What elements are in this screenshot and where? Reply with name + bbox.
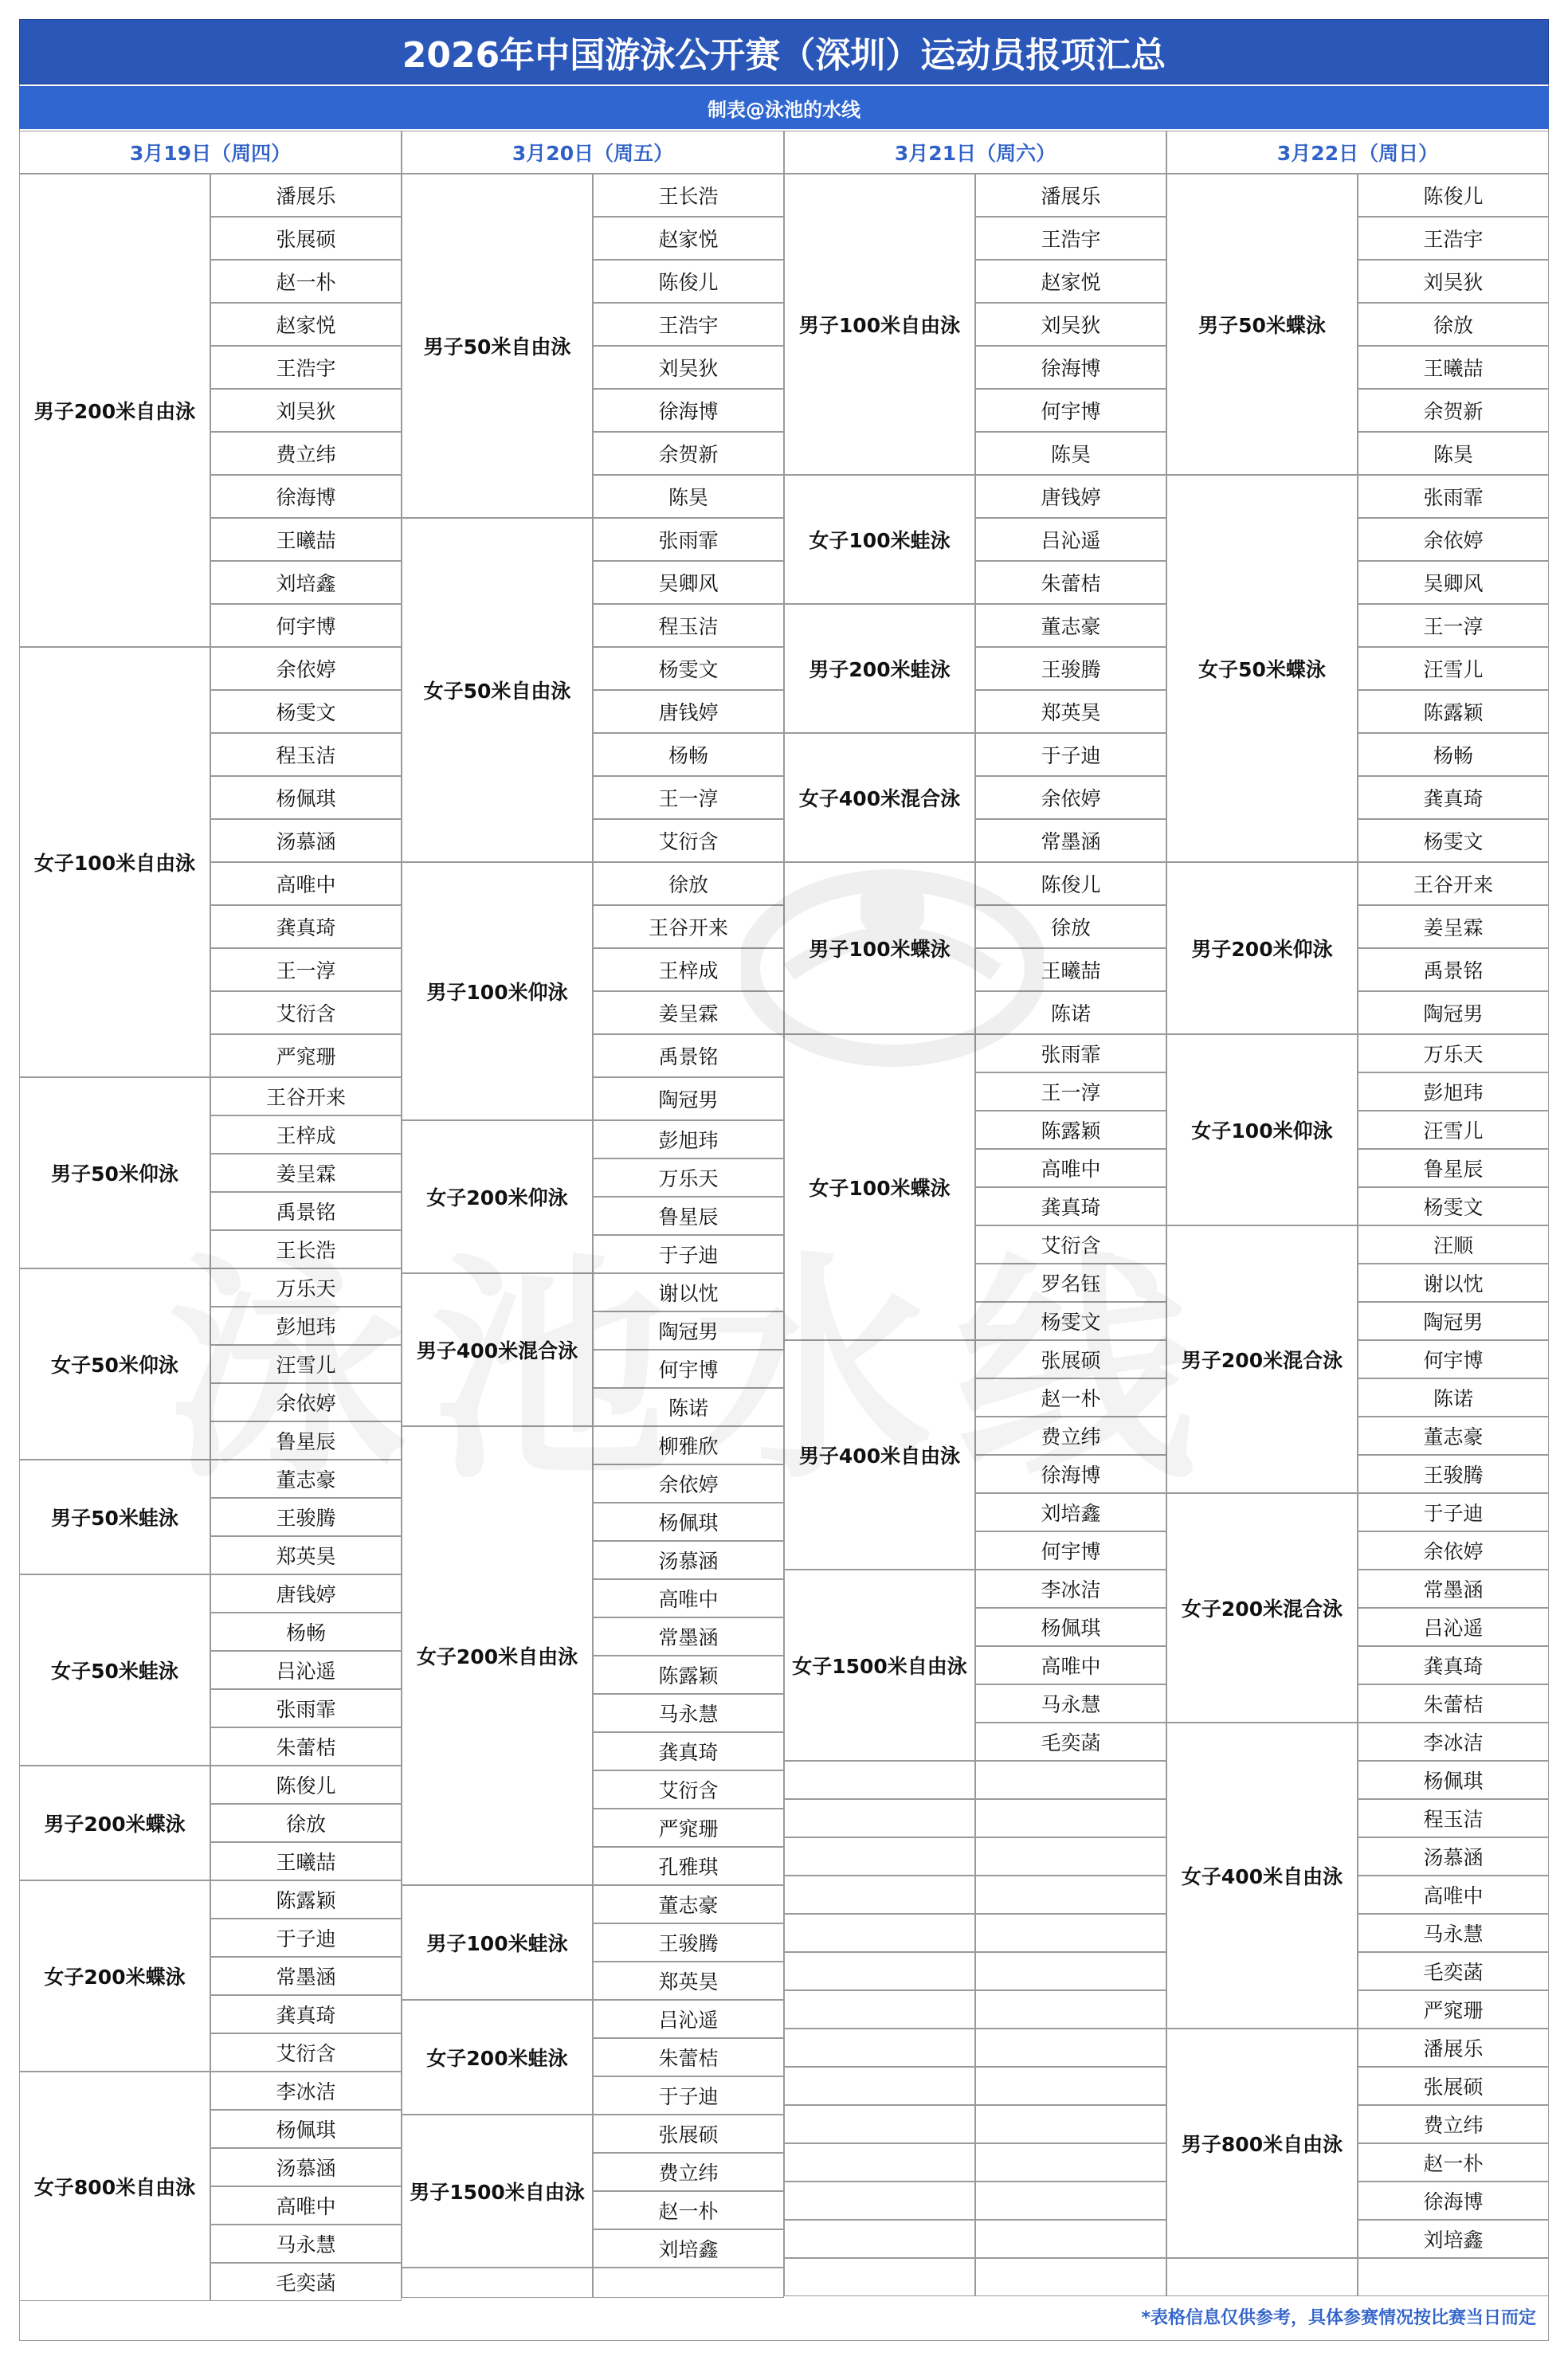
athlete-cell: 潘展乐 [1358,2029,1549,2067]
event-cell: 女子100米仰泳 [1166,1034,1358,1225]
athlete-cell: 王曦喆 [210,1842,402,1880]
athlete-cell: 董志豪 [1358,1417,1549,1455]
athlete-cell: 潘展乐 [210,174,402,217]
athlete-cell: 陶冠男 [593,1077,784,1120]
athlete-cell: 陈诺 [975,991,1166,1034]
athlete-cell: 于子迪 [593,2076,784,2115]
athlete-cell: 艾衍含 [210,2033,402,2072]
event-cell: 男子400米混合泳 [402,1273,593,1426]
athlete-cell: 常墨涵 [1358,1570,1549,1608]
athlete-cell: 张雨霏 [593,518,784,561]
athlete-cell: 董志豪 [975,604,1166,647]
footer-note: *表格信息仅供参考，具体参赛情况按比赛当日而定 [1141,2308,1536,2328]
event-cell: 男子100米蝶泳 [784,862,975,1034]
athlete-cell: 王一淳 [593,776,784,819]
athlete-cell: 王浩宇 [1358,217,1549,260]
athlete-cell: 龚真琦 [210,905,402,948]
athlete-cell: 徐放 [1358,303,1549,346]
athlete-cell: 杨佩琪 [1358,1761,1549,1799]
athlete-cell: 刘吴狄 [210,389,402,432]
athlete-cell: 龚真琦 [1358,1646,1549,1684]
athlete-cell: 张雨霏 [210,1689,402,1727]
event-cell: 男子200米仰泳 [1166,862,1358,1034]
athlete-cell: 陈俊儿 [593,260,784,303]
event-cell: 女子200米仰泳 [402,1120,593,1273]
athlete-cell: 杨雯文 [593,647,784,690]
empty-cell [784,2067,975,2105]
athlete-cell: 李冰洁 [1358,1723,1549,1761]
event-cell: 女子800米自由泳 [19,2072,210,2301]
athlete-cell: 万乐天 [593,1158,784,1197]
empty-cell [784,2220,975,2258]
athlete-cell: 徐海博 [1358,2182,1549,2220]
athlete-cell: 王曦喆 [210,518,402,561]
event-cell: 女子50米蝶泳 [1166,475,1358,862]
event-cell: 男子400米自由泳 [784,1340,975,1570]
athlete-cell: 赵一朴 [1358,2143,1549,2182]
page-subtitle: 制表@泳池的水线 [19,86,1549,129]
page-title: 2026年中国游泳公开赛（深圳）运动员报项汇总 [19,19,1549,84]
athlete-cell: 吴卿风 [593,561,784,604]
athlete-cell: 陈露颖 [975,1111,1166,1149]
athlete-cell: 徐海博 [975,1455,1166,1493]
athlete-cell: 李冰洁 [975,1570,1166,1608]
athlete-cell: 罗名钰 [975,1264,1166,1302]
athlete-cell: 艾衍含 [593,1770,784,1809]
athlete-cell: 龚真琦 [210,1995,402,2033]
day-header: 3月19日（周四） [19,131,402,174]
empty-cell [975,1876,1166,1914]
athlete-cell: 程玉洁 [593,604,784,647]
athlete-cell: 徐放 [593,862,784,905]
athlete-cell: 孔雅琪 [593,1847,784,1885]
athlete-cell: 陈昊 [1358,432,1549,475]
athlete-cell: 谢以忱 [1358,1264,1549,1302]
athlete-cell: 王骏腾 [975,647,1166,690]
athlete-cell: 陈露颖 [593,1656,784,1694]
athlete-cell: 艾衍含 [593,819,784,862]
athlete-cell: 杨雯文 [1358,1187,1549,1225]
athlete-cell: 汤慕涵 [1358,1837,1549,1876]
day-header: 3月22日（周日） [1166,131,1549,174]
athlete-cell: 刘培鑫 [210,561,402,604]
athlete-cell: 汤慕涵 [210,2148,402,2186]
athlete-cell: 龚真琦 [975,1187,1166,1225]
athlete-cell: 潘展乐 [975,174,1166,217]
athlete-cell: 杨雯文 [975,1302,1166,1340]
athlete-cell: 王一淳 [210,948,402,991]
athlete-cell: 艾衍含 [975,1225,1166,1264]
athlete-cell: 王浩宇 [210,346,402,389]
athlete-cell: 吕沁遥 [593,2000,784,2038]
athlete-cell: 余依婷 [210,1383,402,1421]
athlete-cell: 汤慕涵 [593,1541,784,1579]
athlete-cell: 张展硕 [593,2115,784,2153]
event-cell: 男子100米自由泳 [784,174,975,475]
athlete-cell: 万乐天 [1358,1034,1549,1072]
event-cell: 女子400米自由泳 [1166,1723,1358,2029]
athlete-cell: 董志豪 [593,1885,784,1923]
empty-cell [975,2143,1166,2182]
event-cell: 女子200米蛙泳 [402,2000,593,2115]
event-cell: 女子400米混合泳 [784,733,975,862]
athlete-cell: 郑英昊 [975,690,1166,733]
athlete-cell: 杨畅 [210,1613,402,1651]
athlete-cell: 陈昊 [975,432,1166,475]
empty-cell [975,1914,1166,1952]
athlete-cell: 程玉洁 [210,733,402,776]
athlete-cell: 万乐天 [210,1268,402,1307]
athlete-cell: 杨佩琪 [975,1608,1166,1646]
empty-cell [784,2258,975,2296]
event-cell: 女子200米蝶泳 [19,1880,210,2072]
athlete-cell: 于子迪 [210,1919,402,1957]
athlete-cell: 何宇博 [1358,1340,1549,1378]
athlete-cell: 王骏腾 [593,1923,784,1962]
empty-cell [975,2220,1166,2258]
athlete-cell: 杨雯文 [210,690,402,733]
athlete-cell: 姜呈霖 [1358,905,1549,948]
athlete-cell: 杨佩琪 [593,1503,784,1541]
empty-cell [975,1837,1166,1876]
athlete-cell: 唐钱婷 [975,475,1166,518]
athlete-cell: 汤慕涵 [210,819,402,862]
athlete-cell: 马永慧 [1358,1914,1549,1952]
event-cell: 女子100米蛙泳 [784,475,975,604]
athlete-cell: 陈诺 [593,1388,784,1426]
athlete-cell: 彭旭玮 [593,1120,784,1158]
empty-cell [975,1990,1166,2029]
empty-cell [784,1837,975,1876]
athlete-cell: 刘培鑫 [975,1493,1166,1531]
event-cell: 男子800米自由泳 [1166,2029,1358,2258]
athlete-cell: 艾衍含 [210,991,402,1034]
empty-cell [975,2029,1166,2067]
athlete-cell: 程玉洁 [1358,1799,1549,1837]
athlete-cell: 鲁星辰 [1358,1149,1549,1187]
athlete-cell: 唐钱婷 [593,690,784,733]
athlete-cell: 王谷开来 [1358,862,1549,905]
event-cell: 男子50米仰泳 [19,1077,210,1268]
athlete-cell: 郑英昊 [593,1962,784,2000]
athlete-cell: 何宇博 [593,1350,784,1388]
empty-cell [784,2029,975,2067]
athlete-cell: 吴卿风 [1358,561,1549,604]
athlete-cell: 常墨涵 [975,819,1166,862]
athlete-cell: 何宇博 [975,389,1166,432]
athlete-cell: 赵家悦 [210,303,402,346]
athlete-cell: 常墨涵 [593,1617,784,1656]
athlete-cell: 陶冠男 [593,1311,784,1350]
athlete-cell: 高唯中 [210,2186,402,2225]
athlete-cell: 于子迪 [593,1235,784,1273]
athlete-cell: 高唯中 [210,862,402,905]
empty-cell [975,2105,1166,2143]
athlete-cell: 张雨霏 [1358,475,1549,518]
athlete-cell: 于子迪 [975,733,1166,776]
empty-cell [975,2067,1166,2105]
athlete-cell: 禹景铭 [210,1192,402,1230]
event-cell: 女子50米自由泳 [402,518,593,862]
athlete-cell: 杨雯文 [1358,819,1549,862]
athlete-cell: 费立纬 [975,1417,1166,1455]
athlete-cell: 朱蕾桔 [210,1727,402,1766]
athlete-cell: 马永慧 [975,1684,1166,1723]
athlete-cell: 杨畅 [593,733,784,776]
athlete-cell: 杨畅 [1358,733,1549,776]
athlete-cell: 于子迪 [1358,1493,1549,1531]
athlete-cell: 禹景铭 [593,1034,784,1077]
athlete-cell: 马永慧 [210,2225,402,2263]
athlete-cell: 毛奕菡 [1358,1952,1549,1990]
athlete-cell: 高唯中 [975,1149,1166,1187]
empty-cell [784,1876,975,1914]
athlete-cell: 余贺新 [1358,389,1549,432]
athlete-cell: 余依婷 [593,1464,784,1503]
athlete-cell: 徐放 [210,1804,402,1842]
athlete-cell: 赵一朴 [210,260,402,303]
athlete-cell: 常墨涵 [210,1957,402,1995]
athlete-cell: 柳雅欣 [593,1426,784,1464]
athlete-cell: 刘吴狄 [1358,260,1549,303]
athlete-cell: 杨佩琪 [210,776,402,819]
event-cell: 男子200米自由泳 [19,174,210,647]
athlete-cell: 陈露颖 [1358,690,1549,733]
athlete-cell: 余依婷 [1358,1531,1549,1570]
athlete-cell: 刘培鑫 [593,2229,784,2268]
athlete-cell: 余依婷 [975,776,1166,819]
empty-cell [975,2258,1166,2296]
event-cell: 男子50米蝶泳 [1166,174,1358,475]
athlete-cell: 赵一朴 [975,1378,1166,1417]
athlete-cell: 严窕珊 [593,1809,784,1847]
athlete-cell: 张雨霏 [975,1034,1166,1072]
day-header: 3月21日（周六） [784,131,1166,174]
athlete-cell: 余依婷 [1358,518,1549,561]
athlete-cell: 刘吴狄 [593,346,784,389]
athlete-cell: 汪顺 [1358,1225,1549,1264]
athlete-cell: 王梓成 [593,948,784,991]
athlete-cell: 毛奕菡 [975,1723,1166,1761]
athlete-cell: 马永慧 [593,1694,784,1732]
athlete-cell: 龚真琦 [1358,776,1549,819]
athlete-cell: 严窕珊 [210,1034,402,1077]
event-cell: 男子50米自由泳 [402,174,593,518]
athlete-cell: 陈俊儿 [210,1766,402,1804]
athlete-cell: 汪雪儿 [1358,647,1549,690]
athlete-cell: 何宇博 [210,604,402,647]
athlete-cell: 费立纬 [1358,2105,1549,2143]
athlete-cell: 徐海博 [210,475,402,518]
event-cell: 男子100米仰泳 [402,862,593,1120]
athlete-cell: 王曦喆 [1358,346,1549,389]
event-cell: 女子1500米自由泳 [784,1570,975,1761]
empty-cell [1166,2258,1358,2296]
athlete-cell: 张展硕 [210,217,402,260]
athlete-cell: 禹景铭 [1358,948,1549,991]
athlete-cell: 汪雪儿 [1358,1111,1549,1149]
athlete-cell: 董志豪 [210,1460,402,1498]
empty-cell [784,1799,975,1837]
athlete-cell: 赵家悦 [593,217,784,260]
athlete-cell: 王浩宇 [593,303,784,346]
athlete-cell: 王一淳 [975,1072,1166,1111]
athlete-cell: 陈俊儿 [975,862,1166,905]
empty-cell [784,1914,975,1952]
athlete-cell: 王长浩 [210,1230,402,1268]
athlete-cell: 王谷开来 [210,1077,402,1115]
athlete-cell: 王曦喆 [975,948,1166,991]
event-cell: 女子50米仰泳 [19,1268,210,1460]
athlete-cell: 鲁星辰 [210,1421,402,1460]
athlete-cell: 李冰洁 [210,2072,402,2110]
athlete-cell: 彭旭玮 [1358,1072,1549,1111]
athlete-cell: 彭旭玮 [210,1307,402,1345]
event-cell: 女子200米混合泳 [1166,1493,1358,1723]
empty-cell [402,2268,593,2298]
athlete-cell: 张展硕 [1358,2067,1549,2105]
empty-cell [784,2143,975,2182]
athlete-cell: 高唯中 [975,1646,1166,1684]
athlete-cell: 何宇博 [975,1531,1166,1570]
event-cell: 女子200米自由泳 [402,1426,593,1885]
athlete-cell: 赵一朴 [593,2191,784,2229]
athlete-cell: 赵家悦 [975,260,1166,303]
athlete-cell: 姜呈霖 [593,991,784,1034]
athlete-cell: 吕沁遥 [210,1651,402,1689]
athlete-cell: 陈露颖 [210,1880,402,1919]
athlete-cell: 余贺新 [593,432,784,475]
empty-cell [1358,2258,1549,2296]
empty-cell [975,2182,1166,2220]
athlete-cell: 王一淳 [1358,604,1549,647]
athlete-cell: 高唯中 [593,1579,784,1617]
athlete-cell: 朱蕾桔 [975,561,1166,604]
athlete-cell: 刘吴狄 [975,303,1166,346]
athlete-cell: 毛奕菡 [210,2263,402,2301]
athlete-cell: 王骏腾 [210,1498,402,1536]
event-cell: 男子100米蛙泳 [402,1885,593,2000]
athlete-cell: 王浩宇 [975,217,1166,260]
athlete-cell: 余依婷 [210,647,402,690]
empty-cell [784,1761,975,1799]
athlete-cell: 吕沁遥 [1358,1608,1549,1646]
event-cell: 男子200米蛙泳 [784,604,975,733]
event-cell: 男子200米蝶泳 [19,1766,210,1880]
athlete-cell: 陶冠男 [1358,991,1549,1034]
athlete-cell: 汪雪儿 [210,1345,402,1383]
athlete-cell: 高唯中 [1358,1876,1549,1914]
athlete-cell: 郑英昊 [210,1536,402,1574]
athlete-cell: 王谷开来 [593,905,784,948]
athlete-cell: 严窕珊 [1358,1990,1549,2029]
athlete-cell: 姜呈霖 [210,1154,402,1192]
empty-cell [593,2268,784,2298]
empty-cell [784,1990,975,2029]
athlete-cell: 费立纬 [593,2153,784,2191]
empty-cell [784,1952,975,1990]
athlete-cell: 徐海博 [975,346,1166,389]
event-cell: 女子100米自由泳 [19,647,210,1077]
athlete-cell: 王骏腾 [1358,1455,1549,1493]
athlete-cell: 陶冠男 [1358,1302,1549,1340]
event-cell: 女子100米蝶泳 [784,1034,975,1340]
athlete-cell: 陈诺 [1358,1378,1549,1417]
event-cell: 男子1500米自由泳 [402,2115,593,2268]
athlete-cell: 刘培鑫 [1358,2220,1549,2258]
event-cell: 女子50米蛙泳 [19,1574,210,1766]
day-header: 3月20日（周五） [402,131,784,174]
athlete-cell: 陈俊儿 [1358,174,1549,217]
athlete-cell: 谢以忱 [593,1273,784,1311]
athlete-cell: 吕沁遥 [975,518,1166,561]
athlete-cell: 杨佩琪 [210,2110,402,2148]
athlete-cell: 徐放 [975,905,1166,948]
athlete-cell: 龚真琦 [593,1732,784,1770]
athlete-cell: 王梓成 [210,1115,402,1154]
athlete-cell: 张展硕 [975,1340,1166,1378]
empty-cell [975,1952,1166,1990]
empty-cell [975,1799,1166,1837]
empty-cell [784,2182,975,2220]
athlete-cell: 王长浩 [593,174,784,217]
athlete-cell: 朱蕾桔 [593,2038,784,2076]
empty-cell [975,1761,1166,1799]
athlete-cell: 陈昊 [593,475,784,518]
athlete-cell: 徐海博 [593,389,784,432]
empty-cell [784,2105,975,2143]
athlete-cell: 费立纬 [210,432,402,475]
athlete-cell: 唐钱婷 [210,1574,402,1613]
athlete-cell: 鲁星辰 [593,1197,784,1235]
athlete-cell: 朱蕾桔 [1358,1684,1549,1723]
event-cell: 男子50米蛙泳 [19,1460,210,1574]
event-cell: 男子200米混合泳 [1166,1225,1358,1493]
